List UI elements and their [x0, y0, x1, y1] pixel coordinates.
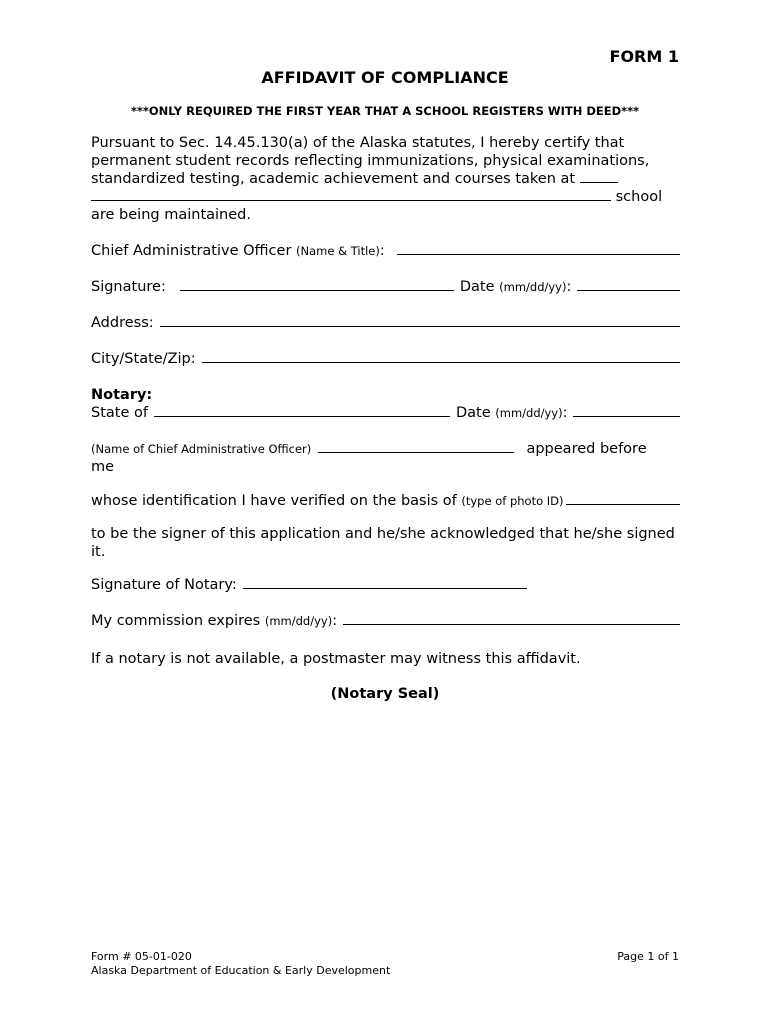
compliance-statement [91, 134, 681, 224]
notary-state-label: State of [91, 405, 148, 421]
statement-text-1: Pursuant to Sec. 14.45.130(a) of the Alaska statutes, I hereby certify that permanent student records reflecting immunizations, physical examinations, standardized testing, academic achievement and courses taken at [91, 135, 650, 187]
photo-id-field[interactable] [566, 503, 680, 505]
signer-text: to be the signer of this application and he/she acknowledged that he/she signed it. [91, 526, 675, 560]
appeared-me: me [91, 459, 115, 475]
signature-field[interactable] [180, 289, 454, 291]
appeared-text: appeared before [526, 441, 647, 457]
statement-text-2: school [611, 189, 663, 205]
id-text: whose identification I have verified on the basis of [91, 493, 457, 509]
form-number: FORM 1 [609, 47, 679, 66]
cao-hint: (Name & Title) [296, 244, 380, 258]
school-name-field-a[interactable] [580, 181, 618, 183]
commission-label: My commission expires [91, 613, 261, 629]
page-title: AFFIDAVIT OF COMPLIANCE [261, 68, 509, 87]
notary-date-field[interactable] [573, 415, 680, 417]
notary-signature-row [91, 576, 680, 594]
signature-row: Signature: Date (mm/dd/yy) : [91, 278, 680, 296]
statement-text-3: are being maintained. [91, 207, 251, 223]
notary-state-row: State of Date (mm/dd/yy) : [91, 404, 680, 422]
postmaster-text: If a notary is not available, a postmaster may witness this affidavit. [91, 651, 581, 667]
notary-signature-label: Signature of Notary: [91, 577, 237, 593]
city-row [91, 350, 680, 368]
notary-signature-field[interactable] [243, 587, 527, 589]
id-row [91, 492, 680, 510]
notary-date-label: Date [455, 405, 491, 421]
school-name-field-b[interactable] [91, 199, 611, 201]
notary-state-field[interactable] [154, 415, 450, 417]
cao-field[interactable] [397, 253, 680, 255]
address-field[interactable] [160, 325, 680, 327]
date-field[interactable] [577, 289, 680, 291]
address-label: Address: [91, 315, 154, 331]
id-hint: (type of photo ID) [461, 494, 564, 508]
commission-row: My commission expires (mm/dd/yy) : [91, 612, 680, 630]
appeared-row [91, 440, 680, 476]
cao-row: Chief Administrative Officer (Name & Title) : [91, 242, 680, 260]
address-row [91, 314, 680, 332]
commission-hint: (mm/dd/yy) [264, 614, 333, 628]
commission-field[interactable] [343, 623, 680, 625]
notary-date-hint: (mm/dd/yy) [495, 406, 563, 420]
notary-heading: Notary: [91, 387, 153, 403]
city-state-zip-field[interactable] [202, 361, 680, 363]
date-hint: (mm/dd/yy) [499, 280, 567, 294]
page-subtitle: ***ONLY REQUIRED THE FIRST YEAR THAT A SCHOOL REGISTERS WITH DEED*** [130, 104, 640, 118]
cao-label: Chief Administrative Officer [91, 243, 292, 259]
footer-left [91, 950, 390, 978]
notary-seal: (Notary Seal) [330, 686, 440, 702]
footer-form-code: Form # 05-01-020 [91, 950, 192, 963]
footer-page: Page 1 of 1 [617, 950, 679, 963]
signature-label: Signature: [91, 279, 166, 295]
date-label: Date [459, 279, 495, 295]
city-label: City/State/Zip: [91, 351, 196, 367]
cao-name-field[interactable] [318, 451, 514, 453]
footer-department: Alaska Department of Education & Early Development [91, 964, 391, 977]
cao-name-hint: (Name of Chief Administrative Officer) [91, 442, 312, 456]
